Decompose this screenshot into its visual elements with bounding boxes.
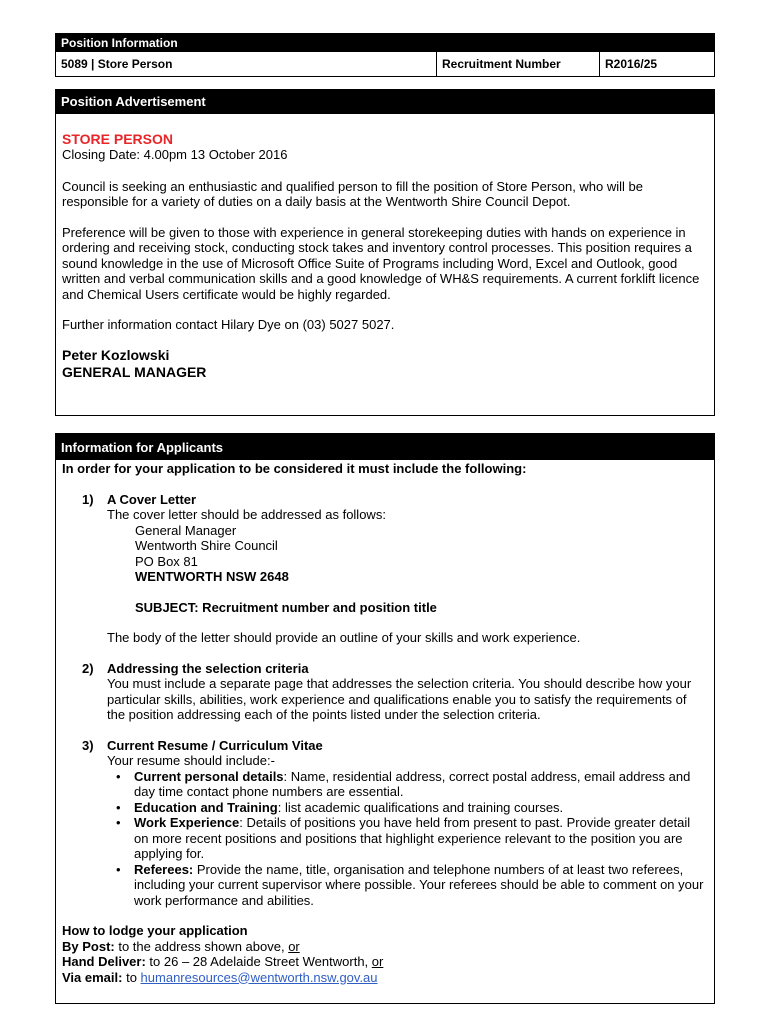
selection-criteria-section: [62, 661, 708, 723]
resume-bullet-item: • Referees: Provide the name, title, organisation and telephone numbers of at least two referees, including your current supervisor where possible. Your referees should be able to comment on your work performance and abilities.: [134, 862, 708, 909]
resume-bullet-item: • Current personal details: Name, residential address, correct postal address, email address and day time contact phone numbers are essential.: [134, 769, 708, 800]
lodge-email: Via email: to humanresources@wentworth.nsw.gov.au: [62, 969, 378, 985]
item-number: 1): [82, 491, 94, 507]
address-line-bold: WENTWORTH NSW 2648: [135, 569, 289, 584]
position-name: 5089 | Store Person: [56, 52, 437, 76]
cover-letter-text: The cover letter should be addressed as follows:: [107, 507, 386, 522]
lodge-post: By Post: to the address shown above, or: [62, 938, 300, 954]
advertisement-paragraph-2: Preference will be given to those with experience in general storekeeping duties with hands on experience in ordering and receiving stock, conducting stock takes and inventory control processes. This position requires a sound knowledge in the use of Microsoft Office Suite of Programs including Word, Excel and Outlook, good written and verbal communication skills and a good knowledge of WH&S requirements. A current forklift licence and Chemical Users certificate would be highly regarded.: [62, 224, 700, 302]
cover-letter-subject: SUBJECT: Recruitment number and position title: [135, 599, 437, 615]
position-advertisement-header: Position Advertisement: [56, 90, 714, 114]
advertisement-paragraph-3: Further information contact Hilary Dye on (03) 5027 5027.: [62, 317, 395, 332]
advertisement-paragraph-1: Council is seeking an enthusiastic and qualified person to fill the position of Store Person, who will be responsible for a variety of duties on a daily basis at the Wentworth Shire Council Depot.: [62, 178, 644, 209]
item-number: 3): [82, 737, 94, 753]
email-link[interactable]: humanresources@wentworth.nsw.gov.au: [140, 969, 378, 985]
signatory-name: Peter Kozlowski: [62, 346, 170, 363]
resume-bullet-item: • Work Experience: Details of positions you have held from present to past. Provide greater detail on more recent positions and positions that highlight experience relevant to the position you are applying for.: [134, 815, 708, 862]
information-for-applicants-box: [55, 433, 715, 1004]
position-information-row: [56, 52, 714, 76]
lodge-title: How to lodge your application: [62, 923, 248, 938]
selection-criteria-title: Addressing the selection criteria: [107, 660, 309, 676]
recruitment-number-label: Recruitment Number: [437, 52, 600, 76]
advertisement-title: STORE PERSON: [62, 131, 173, 147]
address-line: Wentworth Shire Council: [135, 538, 278, 553]
cover-letter-body: The body of the letter should provide an outline of your skills and work experience.: [107, 630, 581, 645]
lodge-section: [62, 923, 708, 985]
position-information-header: Position Information: [56, 34, 714, 52]
resume-bullet-item: • Education and Training: list academic qualifications and training courses.: [134, 800, 708, 816]
resume-text: Your resume should include:-: [107, 753, 275, 768]
cover-letter-section: [62, 492, 708, 646]
resume-title: Current Resume / Curriculum Vitae: [107, 737, 323, 753]
information-for-applicants-header: Information for Applicants: [56, 434, 714, 460]
lodge-hand: Hand Deliver: to 26 – 28 Adelaide Street Wentworth, or: [62, 954, 384, 969]
resume-section: [62, 738, 708, 909]
selection-criteria-text: You must include a separate page that addresses the selection criteria. You should describe how your particular skills, abilities, work experience and qualifications enable you to satisfy the requirements of the position addressing each of the points listed under the selection criteria.: [107, 676, 692, 722]
applicants-intro: In order for your application to be considered it must include the following:: [62, 461, 527, 476]
item-number: 2): [82, 660, 94, 676]
position-information-box: [55, 33, 715, 77]
cover-letter-title: A Cover Letter: [107, 491, 197, 507]
position-advertisement-box: [55, 89, 715, 416]
address-line: General Manager: [135, 522, 237, 538]
address-block: [107, 523, 708, 616]
recruitment-number-value: R2016/25: [605, 57, 658, 71]
closing-date: Closing Date: 4.00pm 13 October 2016: [62, 147, 288, 162]
address-line: PO Box 81: [135, 553, 198, 569]
resume-bullet-list: [107, 769, 708, 909]
signatory-title: GENERAL MANAGER: [62, 363, 207, 380]
